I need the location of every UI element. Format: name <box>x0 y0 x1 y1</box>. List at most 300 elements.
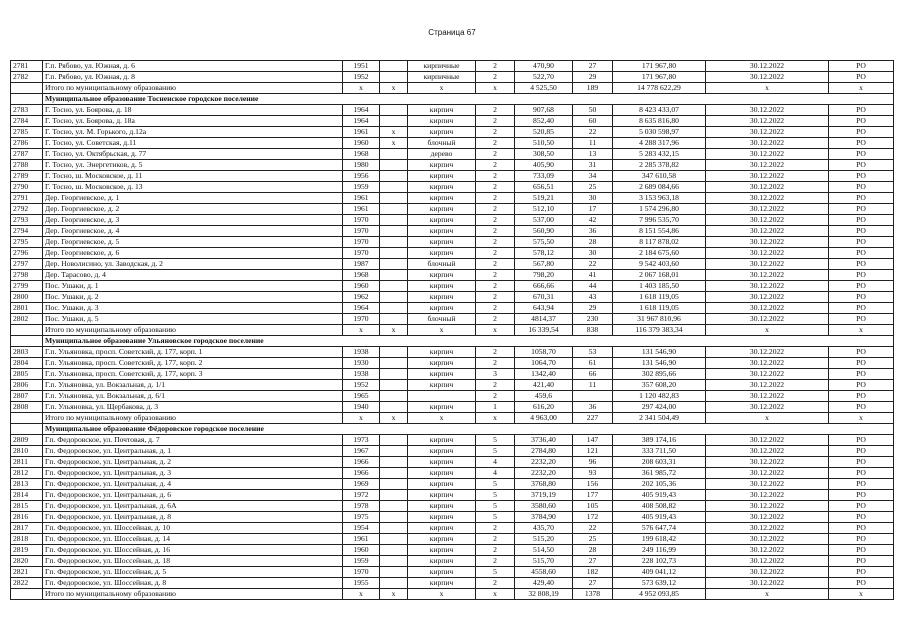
row-number-cell: 2816 <box>11 512 43 523</box>
table-row <box>11 479 894 490</box>
method-cell: РО <box>829 303 894 314</box>
area-cell: 520,85 <box>515 127 573 138</box>
table-row <box>11 556 894 567</box>
deadline-date-cell: 30.12.2022 <box>706 380 829 391</box>
table-row <box>11 248 894 259</box>
wall-material-cell: кирпич <box>408 237 476 248</box>
method-cell: РО <box>829 545 894 556</box>
deadline-date-cell: 30.12.2022 <box>706 314 829 325</box>
row-number-cell: 2796 <box>11 248 43 259</box>
renovation-cell <box>380 369 408 380</box>
wall-material-cell: кирпич <box>408 490 476 501</box>
floors-cell: 4 <box>476 468 515 479</box>
floors-cell: 2 <box>476 545 515 556</box>
deadline-date-cell: 30.12.2022 <box>706 578 829 589</box>
row-number-cell: 2808 <box>11 402 43 413</box>
renovation-cell <box>380 446 408 457</box>
address-cell: Г. Тосно, ул. М. Горького, д.12а <box>43 127 343 138</box>
area-cell: 3719,19 <box>515 490 573 501</box>
area-cell: 670,31 <box>515 292 573 303</box>
wall-material-cell: кирпич <box>408 303 476 314</box>
year-built-cell: 1970 <box>343 237 380 248</box>
address-cell: Дер. Георгиевское, д. 4 <box>43 226 343 237</box>
residents-cell: 53 <box>573 347 613 358</box>
deadline-date-cell: 30.12.2022 <box>706 468 829 479</box>
wall-material-cell: кирпич <box>408 578 476 589</box>
residents-cell: 44 <box>573 281 613 292</box>
year-built-cell: 1970 <box>343 314 380 325</box>
year-built-cell: 1966 <box>343 468 380 479</box>
row-number-cell: 2788 <box>11 160 43 171</box>
wall-material-cell: кирпич <box>408 479 476 490</box>
address-cell: Гп. Федоровское, ул. Центральная, д. 2 <box>43 457 343 468</box>
residents-cell: 60 <box>573 116 613 127</box>
wall-material-cell <box>408 391 476 402</box>
wall-material-cell: х <box>408 589 476 600</box>
table-row <box>11 149 894 160</box>
row-number-cell: 2807 <box>11 391 43 402</box>
deadline-date-cell: 30.12.2022 <box>706 193 829 204</box>
section-header-row <box>11 424 894 435</box>
area-cell: 429,40 <box>515 578 573 589</box>
table-row <box>11 259 894 270</box>
table-row <box>11 215 894 226</box>
floors-cell: 2 <box>476 193 515 204</box>
row-number-cell: 2817 <box>11 523 43 534</box>
section-title-cell: Муниципальное образование Ульяновское городское поселение <box>43 336 894 347</box>
row-number-cell: 2794 <box>11 226 43 237</box>
area-cell: 852,40 <box>515 116 573 127</box>
year-built-cell: 1951 <box>343 61 380 72</box>
residents-cell: 182 <box>573 567 613 578</box>
method-cell: РО <box>829 149 894 160</box>
row-number-cell: 2793 <box>11 215 43 226</box>
row-number-cell: 2815 <box>11 501 43 512</box>
address-cell: Пос. Ушаки, д. 2 <box>43 292 343 303</box>
cost-cell: 389 174,16 <box>613 435 706 446</box>
table-row <box>11 347 894 358</box>
year-built-cell: 1959 <box>343 182 380 193</box>
cost-cell: 361 985,72 <box>613 468 706 479</box>
row-number-cell: 2783 <box>11 105 43 116</box>
cost-cell: 171 967,80 <box>613 72 706 83</box>
renovation-cell <box>380 160 408 171</box>
row-number-cell: 2782 <box>11 72 43 83</box>
address-cell: Гп. Федоровское, ул. Шоссейная, д. 14 <box>43 534 343 545</box>
wall-material-cell: блочный <box>408 314 476 325</box>
row-number-cell: 2820 <box>11 556 43 567</box>
subtotal-label-cell: Итого по муниципальному образованию <box>43 589 343 600</box>
year-built-cell: 1970 <box>343 567 380 578</box>
wall-material-cell: кирпич <box>408 545 476 556</box>
address-cell: Г. Тосно, ш. Московское, д. 11 <box>43 171 343 182</box>
table-row <box>11 446 894 457</box>
method-cell: РО <box>829 138 894 149</box>
residents-cell: 11 <box>573 138 613 149</box>
deadline-date-cell: 30.12.2022 <box>706 127 829 138</box>
row-number-cell: 2812 <box>11 468 43 479</box>
wall-material-cell: кирпич <box>408 512 476 523</box>
floors-cell: 5 <box>476 512 515 523</box>
method-cell: РО <box>829 314 894 325</box>
renovation-cell <box>380 578 408 589</box>
residents-cell: 93 <box>573 468 613 479</box>
area-cell: 3736,40 <box>515 435 573 446</box>
address-cell: Г.п. Рябово, ул. Южная, д. 8 <box>43 72 343 83</box>
method-cell: РО <box>829 369 894 380</box>
row-number-cell: 2802 <box>11 314 43 325</box>
method-cell: РО <box>829 259 894 270</box>
renovation-cell <box>380 380 408 391</box>
method-cell: РО <box>829 204 894 215</box>
renovation-cell <box>380 347 408 358</box>
area-cell: 421,40 <box>515 380 573 391</box>
floors-cell: 2 <box>476 237 515 248</box>
deadline-date-cell: 30.12.2022 <box>706 138 829 149</box>
area-cell: 515,20 <box>515 534 573 545</box>
address-cell: Дер. Георгиевское, д. 1 <box>43 193 343 204</box>
table-row <box>11 578 894 589</box>
address-cell: Гп. Федоровское, ул. Центральная, д. 8 <box>43 512 343 523</box>
renovation-cell: х <box>380 589 408 600</box>
renovation-cell <box>380 248 408 259</box>
area-cell: 515,70 <box>515 556 573 567</box>
wall-material-cell: кирпичные <box>408 72 476 83</box>
year-built-cell: 1940 <box>343 402 380 413</box>
renovation-cell <box>380 523 408 534</box>
address-cell: Гп. Федоровское, ул. Шоссейная, д. 8 <box>43 578 343 589</box>
floors-cell: 2 <box>476 61 515 72</box>
renovation-cell: х <box>380 127 408 138</box>
area-cell: 2232,20 <box>515 457 573 468</box>
address-cell: Г.п. Рябово, ул. Южная, д. 6 <box>43 61 343 72</box>
cost-cell: 131 546,90 <box>613 347 706 358</box>
table-row <box>11 523 894 534</box>
deadline-date-cell: 30.12.2022 <box>706 490 829 501</box>
year-built-cell: 1955 <box>343 578 380 589</box>
row-number-cell: 2819 <box>11 545 43 556</box>
floors-cell: 2 <box>476 314 515 325</box>
wall-material-cell: кирпич <box>408 160 476 171</box>
table-row <box>11 182 894 193</box>
deadline-date-cell: 30.12.2022 <box>706 259 829 270</box>
wall-material-cell: кирпич <box>408 281 476 292</box>
renovation-cell <box>380 281 408 292</box>
year-built-cell: 1968 <box>343 149 380 160</box>
row-number-cell <box>11 83 43 94</box>
cost-cell: 2 184 675,60 <box>613 248 706 259</box>
method-cell: х <box>829 83 894 94</box>
residents-cell: 50 <box>573 105 613 116</box>
area-cell: 3768,80 <box>515 479 573 490</box>
row-number-cell: 2781 <box>11 61 43 72</box>
year-built-cell: 1952 <box>343 380 380 391</box>
table-row <box>11 226 894 237</box>
method-cell: РО <box>829 380 894 391</box>
row-number-cell: 2818 <box>11 534 43 545</box>
cost-cell: 202 105,36 <box>613 479 706 490</box>
deadline-date-cell: 30.12.2022 <box>706 237 829 248</box>
floors-cell: 2 <box>476 391 515 402</box>
renovation-cell: х <box>380 325 408 336</box>
year-built-cell: 1978 <box>343 501 380 512</box>
residents-cell: 25 <box>573 182 613 193</box>
year-built-cell: 1968 <box>343 270 380 281</box>
row-number-cell <box>11 94 43 105</box>
cost-cell: 1 120 482,83 <box>613 391 706 402</box>
cost-cell: 8 423 433,07 <box>613 105 706 116</box>
wall-material-cell: кирпич <box>408 347 476 358</box>
row-number-cell: 2809 <box>11 435 43 446</box>
table-row <box>11 435 894 446</box>
method-cell: РО <box>829 347 894 358</box>
method-cell: РО <box>829 105 894 116</box>
row-number-cell: 2785 <box>11 127 43 138</box>
method-cell: РО <box>829 512 894 523</box>
section-title-cell: Муниципальное образование Тосненское городское поселение <box>43 94 894 105</box>
renovation-cell: х <box>380 83 408 94</box>
wall-material-cell: кирпичные <box>408 61 476 72</box>
floors-cell: 2 <box>476 171 515 182</box>
cost-cell: 347 610,58 <box>613 171 706 182</box>
year-built-cell: х <box>343 83 380 94</box>
floors-cell: 2 <box>476 116 515 127</box>
year-built-cell: 1938 <box>343 369 380 380</box>
deadline-date-cell: 30.12.2022 <box>706 248 829 259</box>
row-number-cell: 2822 <box>11 578 43 589</box>
floors-cell: 2 <box>476 523 515 534</box>
floors-cell: 5 <box>476 490 515 501</box>
table-row <box>11 534 894 545</box>
cost-cell: 1 618 119,05 <box>613 303 706 314</box>
deadline-date-cell: 30.12.2022 <box>706 512 829 523</box>
table-row <box>11 567 894 578</box>
residents-cell: 27 <box>573 61 613 72</box>
renovation-cell <box>380 402 408 413</box>
residents-cell: 41 <box>573 270 613 281</box>
renovation-cell <box>380 358 408 369</box>
floors-cell: 2 <box>476 380 515 391</box>
floors-cell: 2 <box>476 160 515 171</box>
area-cell: 405,90 <box>515 160 573 171</box>
area-cell: 798,20 <box>515 270 573 281</box>
row-number-cell: 2786 <box>11 138 43 149</box>
cost-cell: 1 403 185,50 <box>613 281 706 292</box>
residents-cell: 30 <box>573 193 613 204</box>
residents-cell: 28 <box>573 237 613 248</box>
deadline-date-cell: 30.12.2022 <box>706 292 829 303</box>
area-cell: 907,68 <box>515 105 573 116</box>
residents-cell: 25 <box>573 534 613 545</box>
renovation-cell <box>380 171 408 182</box>
cost-cell: 408 508,82 <box>613 501 706 512</box>
wall-material-cell: дерево <box>408 149 476 160</box>
wall-material-cell: кирпич <box>408 292 476 303</box>
wall-material-cell: кирпич <box>408 182 476 193</box>
table-row <box>11 237 894 248</box>
row-number-cell <box>11 424 43 435</box>
section-title-cell: Муниципальное образование Фёдоровское городское поселение <box>43 424 894 435</box>
area-cell: 4814,37 <box>515 314 573 325</box>
method-cell: х <box>829 589 894 600</box>
wall-material-cell: кирпич <box>408 358 476 369</box>
floors-cell: х <box>476 589 515 600</box>
address-cell: Г.п. Ульяновка, ул. Щербакова, д. 3 <box>43 402 343 413</box>
area-cell: 4 525,50 <box>515 83 573 94</box>
residents-cell: 36 <box>573 402 613 413</box>
method-cell: РО <box>829 556 894 567</box>
table-row <box>11 369 894 380</box>
residents-cell: 11 <box>573 380 613 391</box>
method-cell: РО <box>829 61 894 72</box>
table-row <box>11 281 894 292</box>
deadline-date-cell: 30.12.2022 <box>706 270 829 281</box>
address-cell: Гп. Федоровское, ул. Почтовая, д. 7 <box>43 435 343 446</box>
floors-cell: 2 <box>476 204 515 215</box>
cost-cell: 405 919,43 <box>613 490 706 501</box>
deadline-date-cell: 30.12.2022 <box>706 226 829 237</box>
renovation-cell <box>380 435 408 446</box>
table-row <box>11 314 894 325</box>
deadline-date-cell: 30.12.2022 <box>706 534 829 545</box>
residents-cell: 22 <box>573 127 613 138</box>
residents-cell: 42 <box>573 215 613 226</box>
renovation-cell: х <box>380 413 408 424</box>
method-cell: РО <box>829 72 894 83</box>
method-cell: РО <box>829 402 894 413</box>
section-header-row <box>11 94 894 105</box>
method-cell: РО <box>829 567 894 578</box>
row-number-cell: 2787 <box>11 149 43 160</box>
wall-material-cell: кирпич <box>408 534 476 545</box>
year-built-cell: 1972 <box>343 490 380 501</box>
area-cell: 435,70 <box>515 523 573 534</box>
cost-cell: 576 647,74 <box>613 523 706 534</box>
address-cell: Гп. Федоровское, ул. Центральная, д. 6А <box>43 501 343 512</box>
method-cell: РО <box>829 523 894 534</box>
address-cell: Дер. Георгиевское, д. 6 <box>43 248 343 259</box>
year-built-cell: 1961 <box>343 127 380 138</box>
area-cell: 567,80 <box>515 259 573 270</box>
deadline-date-cell: 30.12.2022 <box>706 545 829 556</box>
method-cell: РО <box>829 193 894 204</box>
table-row <box>11 171 894 182</box>
address-cell: Дер. Новолисино, ул. Заводская, д. 2 <box>43 259 343 270</box>
row-number-cell: 2792 <box>11 204 43 215</box>
year-built-cell: 1962 <box>343 292 380 303</box>
floors-cell: 2 <box>476 127 515 138</box>
cost-cell: 131 546,90 <box>613 358 706 369</box>
address-cell: Дер. Георгиевское, д. 3 <box>43 215 343 226</box>
floors-cell: 5 <box>476 446 515 457</box>
cost-cell: 1 618 119,05 <box>613 292 706 303</box>
renovation-cell <box>380 259 408 270</box>
renovation-cell <box>380 193 408 204</box>
address-cell: Г.п. Ульяновка, просп. Советский, д. 177, корп. 3 <box>43 369 343 380</box>
cost-cell: 8 151 554,86 <box>613 226 706 237</box>
table-row <box>11 127 894 138</box>
deadline-date-cell: х <box>706 589 829 600</box>
residents-cell: 34 <box>573 171 613 182</box>
floors-cell: 2 <box>476 292 515 303</box>
row-number-cell: 2789 <box>11 171 43 182</box>
floors-cell: х <box>476 83 515 94</box>
deadline-date-cell: 30.12.2022 <box>706 105 829 116</box>
row-number-cell: 2814 <box>11 490 43 501</box>
row-number-cell: 2790 <box>11 182 43 193</box>
deadline-date-cell: 30.12.2022 <box>706 457 829 468</box>
area-cell: 3580,60 <box>515 501 573 512</box>
table-row <box>11 61 894 72</box>
area-cell: 1064,70 <box>515 358 573 369</box>
floors-cell: 5 <box>476 435 515 446</box>
deadline-date-cell: 30.12.2022 <box>706 446 829 457</box>
cost-cell: 116 379 383,34 <box>613 325 706 336</box>
row-number-cell <box>11 325 43 336</box>
floors-cell: 2 <box>476 259 515 270</box>
floors-cell: 2 <box>476 138 515 149</box>
renovation-cell <box>380 182 408 193</box>
residents-cell: 66 <box>573 369 613 380</box>
floors-cell: 2 <box>476 248 515 259</box>
renovation-cell <box>380 215 408 226</box>
residents-cell: 13 <box>573 149 613 160</box>
deadline-date-cell: 30.12.2022 <box>706 281 829 292</box>
wall-material-cell: х <box>408 83 476 94</box>
deadline-date-cell: х <box>706 325 829 336</box>
renovation-cell <box>380 468 408 479</box>
year-built-cell: 1964 <box>343 105 380 116</box>
renovation-cell <box>380 105 408 116</box>
table-row <box>11 468 894 479</box>
floors-cell: 2 <box>476 215 515 226</box>
year-built-cell: 1930 <box>343 358 380 369</box>
floors-cell: 1 <box>476 402 515 413</box>
address-cell: Г. Тосно, ул. Советская, д.11 <box>43 138 343 149</box>
residents-cell: 29 <box>573 72 613 83</box>
method-cell: РО <box>829 457 894 468</box>
address-cell: Г. Тосно, ш. Московское, д. 13 <box>43 182 343 193</box>
renovation-cell <box>380 237 408 248</box>
area-cell: 1342,40 <box>515 369 573 380</box>
address-cell: Г. Тосно, ул. Боярова, д. 18а <box>43 116 343 127</box>
area-cell: 537,00 <box>515 215 573 226</box>
residents-cell: 838 <box>573 325 613 336</box>
cost-cell: 357 608,20 <box>613 380 706 391</box>
renovation-cell <box>380 391 408 402</box>
table-row <box>11 193 894 204</box>
year-built-cell: 1964 <box>343 116 380 127</box>
row-number-cell: 2797 <box>11 259 43 270</box>
year-built-cell: 1956 <box>343 171 380 182</box>
residents-cell: 105 <box>573 501 613 512</box>
page-number-header: Страница 67 <box>428 28 476 37</box>
wall-material-cell: кирпич <box>408 215 476 226</box>
wall-material-cell: блочный <box>408 259 476 270</box>
address-cell: Гп. Федоровское, ул. Центральная, д. 1 <box>43 446 343 457</box>
renovation-cell: х <box>380 138 408 149</box>
row-number-cell <box>11 589 43 600</box>
residents-cell: 121 <box>573 446 613 457</box>
wall-material-cell: кирпич <box>408 270 476 281</box>
method-cell: РО <box>829 127 894 138</box>
address-cell: Г.п. Ульяновка, просп. Советский, д. 177, корп. 1 <box>43 347 343 358</box>
deadline-date-cell: 30.12.2022 <box>706 160 829 171</box>
cost-cell: 199 618,42 <box>613 534 706 545</box>
residents-cell: 27 <box>573 556 613 567</box>
wall-material-cell: кирпич <box>408 468 476 479</box>
table-row <box>11 116 894 127</box>
